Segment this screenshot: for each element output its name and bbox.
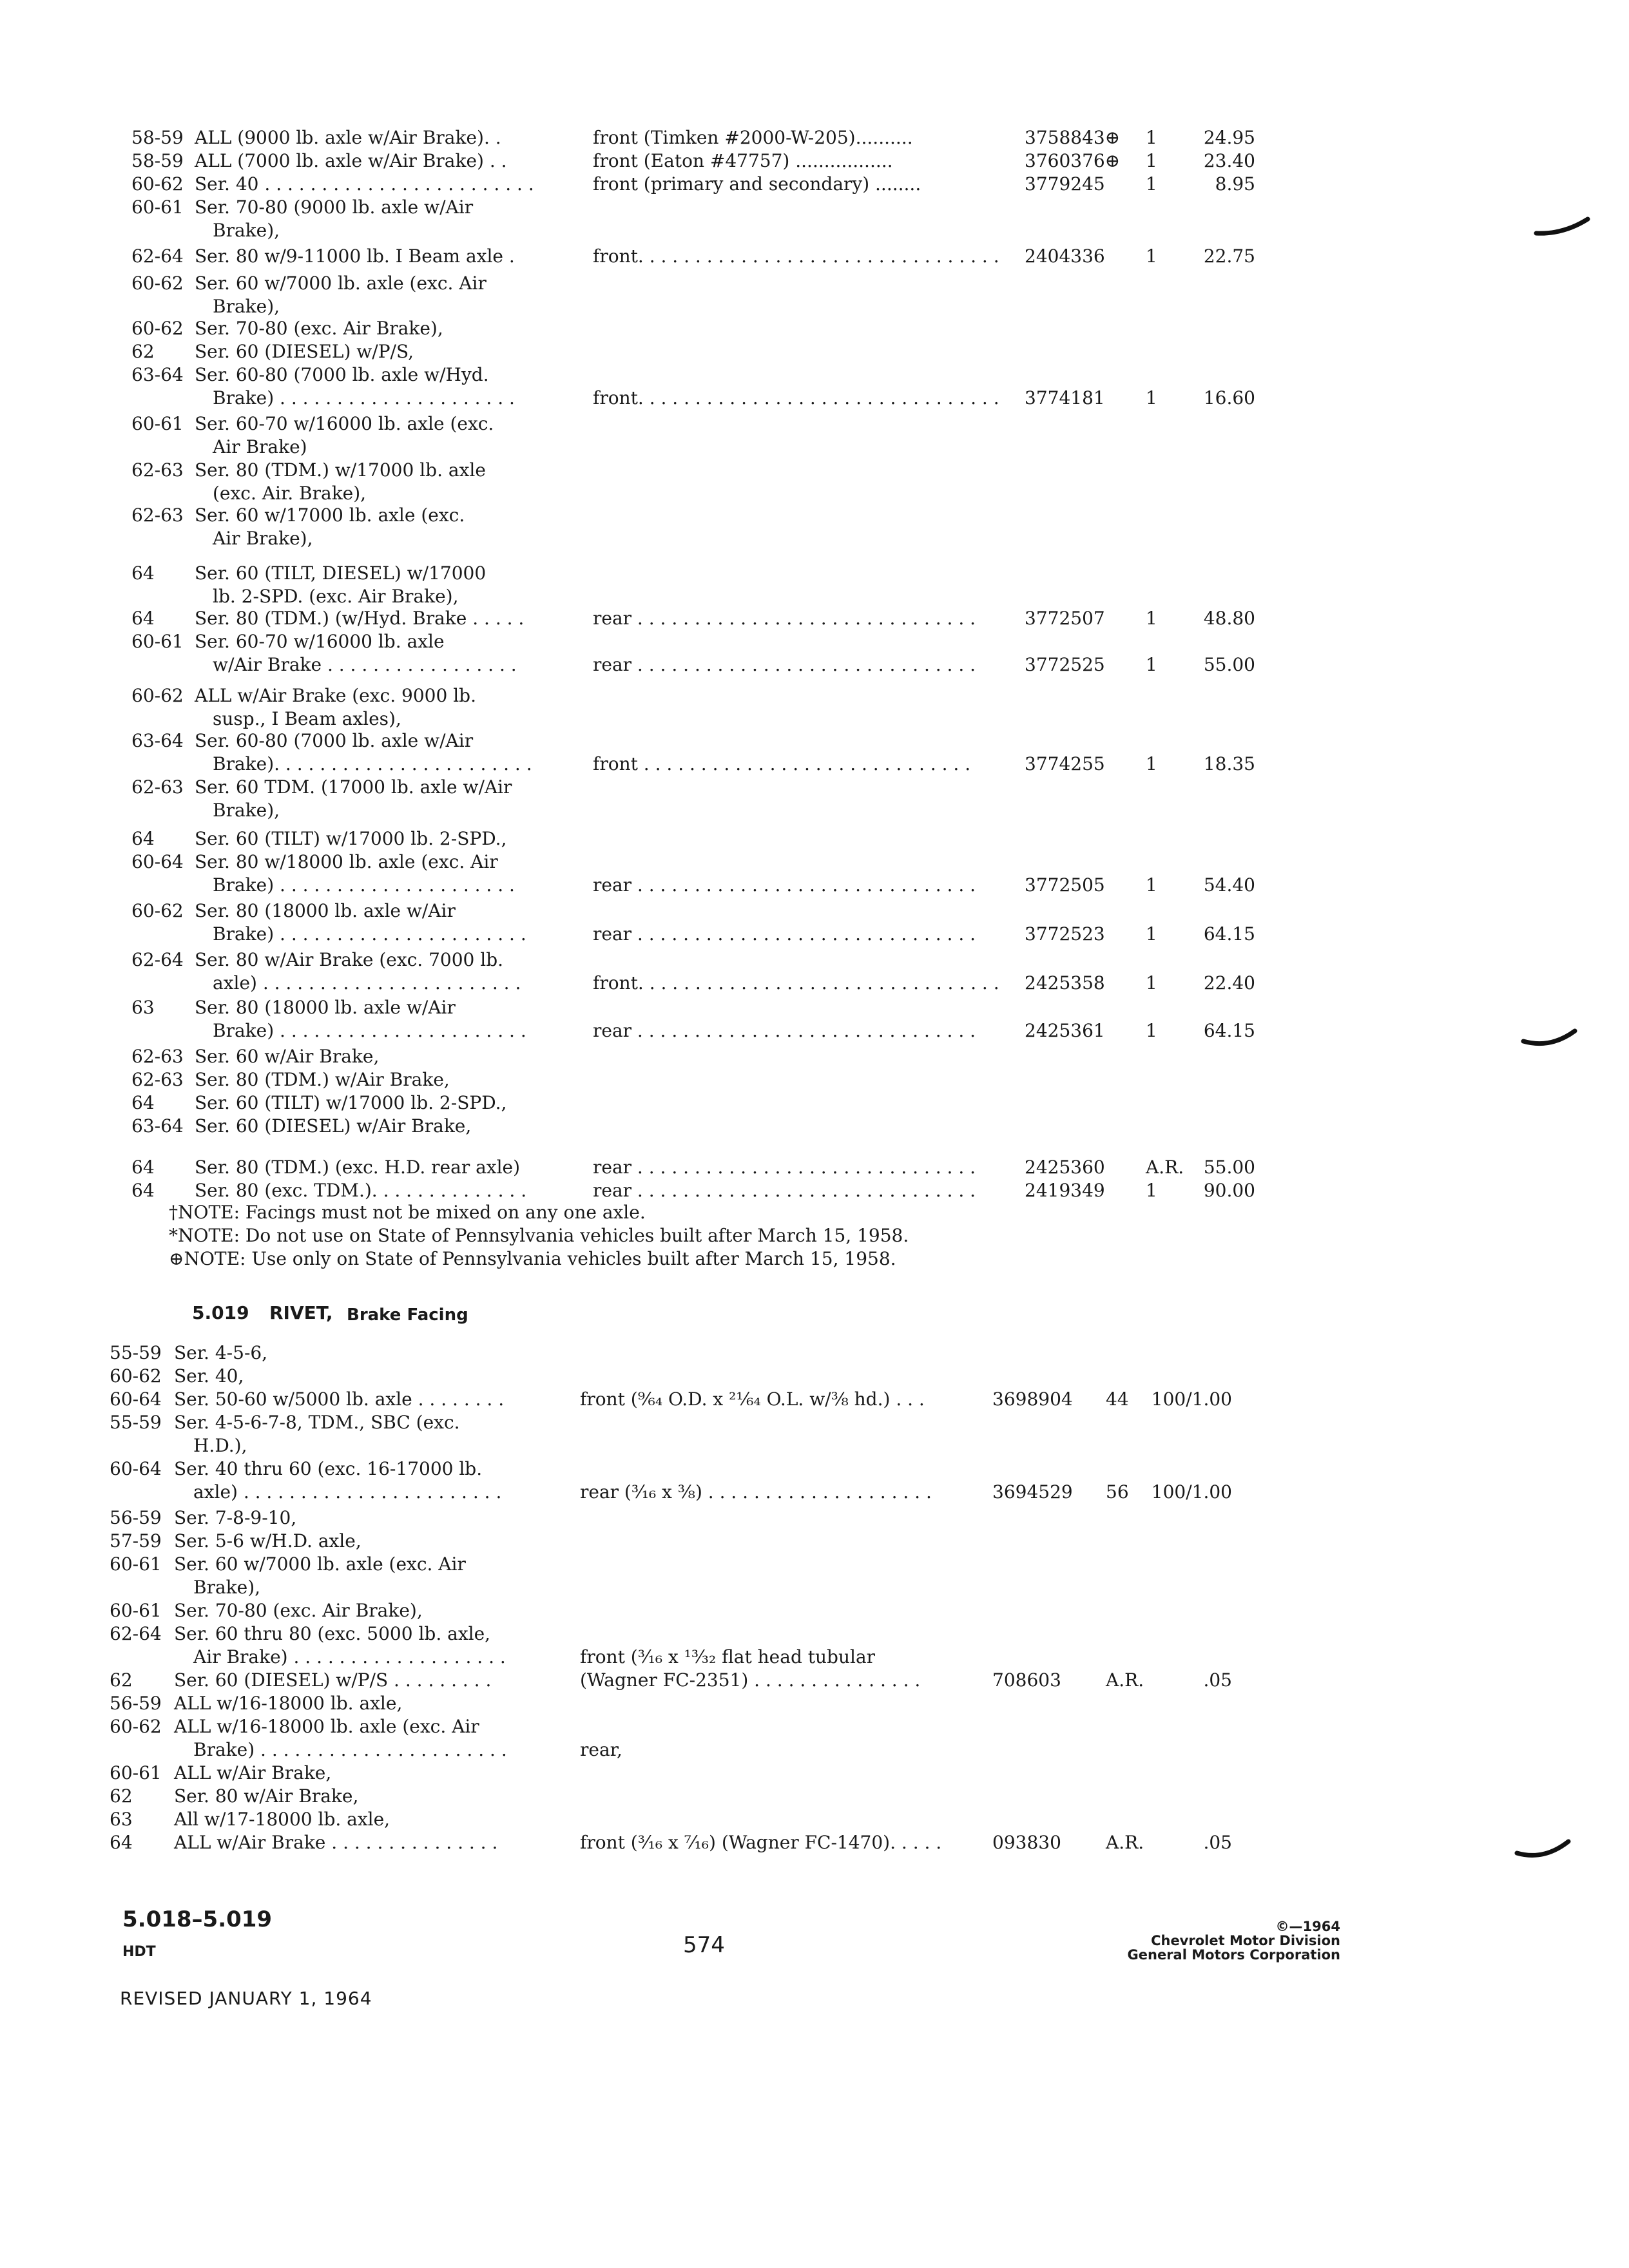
application: All w/17-18000 lb. axle, [174,1809,390,1830]
application-continued: Brake), [193,1577,261,1598]
part-number: 093830 [992,1832,1061,1853]
model-years: 55-59 [110,1412,162,1433]
model-years: 62 [110,1669,133,1691]
quantity: 1 [1146,654,1157,675]
position: rear (³⁄₁₆ x ⅜) . . . . . . . . . . . . . . . . . . . . [580,1481,932,1503]
part-number: 3772505 [1025,874,1105,896]
position: rear . . . . . . . . . . . . . . . . . . . . . . . . . . . . . . [593,1180,976,1201]
application: Ser. 7-8-9-10, [174,1507,297,1528]
note-text: *NOTE: Do not use on State of Pennsylvania vehicles built after March 15, 1958. [169,1225,909,1246]
model-years: 62-63 [131,459,184,481]
application: Ser. 60 thru 80 (exc. 5000 lb. axle, [174,1623,491,1644]
quantity: 1 [1146,753,1157,774]
quantity: 44 [1106,1389,1129,1410]
application: Ser. 50-60 w/5000 lb. axle . . . . . . . . [174,1389,505,1410]
application: ALL w/Air Brake . . . . . . . . . . . . . . . [174,1832,498,1853]
note-text: ⊕NOTE: Use only on State of Pennsylvania vehicles built after March 15, 1958. [169,1248,896,1269]
model-years: 62 [131,341,155,362]
application-continued: susp., I Beam axles), [213,708,401,729]
model-years: 58-59 [131,150,184,171]
list-price: 54.40 [1203,874,1255,896]
quantity: A.R. [1106,1832,1144,1853]
application: Ser. 80 (TDM.) w/17000 lb. axle [195,459,486,481]
model-years: 62-64 [131,245,184,267]
application: Ser. 70-80 (exc. Air Brake), [195,318,443,339]
model-years: 60-62 [131,318,184,339]
application: Ser. 40, [174,1365,244,1387]
application: Ser. 40 . . . . . . . . . . . . . . . . . . . . . . . . [195,173,534,195]
copyright: ©—1964 [1275,1919,1340,1934]
application: Ser. 70-80 (9000 lb. axle w/Air [195,197,474,218]
note-text: †NOTE: Facings must not be mixed on any one axle. [169,1202,646,1223]
quantity: 1 [1146,1180,1157,1201]
application-continued: Brake) . . . . . . . . . . . . . . . . . . . . . [213,874,515,896]
quantity: 1 [1146,972,1157,994]
catalog-code: HDT [122,1944,156,1960]
position: (Wagner FC-2351) . . . . . . . . . . . . . . . [580,1669,921,1691]
application: Ser. 60-70 w/16000 lb. axle (exc. [195,413,494,434]
model-years: 60-61 [131,413,184,434]
application: ALL w/Air Brake (exc. 9000 lb. [195,685,476,706]
quantity: 56 [1106,1481,1129,1503]
model-years: 60-64 [131,851,184,872]
model-years: 60-61 [110,1553,162,1575]
quantity: A.R. [1146,1157,1184,1178]
model-years: 58-59 [131,127,184,148]
application: Ser. 60 (DIESEL) w/P/S . . . . . . . . . [174,1669,492,1691]
model-years: 60-62 [110,1716,162,1737]
model-years: 64 [131,608,155,629]
section-subtitle: Brake Facing [347,1305,468,1325]
part-number: 2425358 [1025,972,1105,994]
quantity: A.R. [1106,1669,1144,1691]
application: Ser. 80 w/Air Brake, [174,1785,359,1807]
model-years: 64 [131,1157,155,1178]
position: front. . . . . . . . . . . . . . . . . . . . . . . . . . . . . . . . [593,387,999,408]
application: Ser. 5-6 w/H.D. axle, [174,1530,361,1552]
application-continued: Brake) . . . . . . . . . . . . . . . . . . . . . . [213,1020,526,1041]
part-number: 3694529 [992,1481,1073,1503]
application: Ser. 60 (DIESEL) w/P/S, [195,341,414,362]
model-years: 60-62 [110,1365,162,1387]
model-years: 62-64 [131,949,184,970]
application: Ser. 60-80 (7000 lb. axle w/Hyd. [195,364,489,385]
section-title: RIVET, [269,1302,333,1323]
model-years: 63-64 [131,1115,184,1137]
application-continued: lb. 2-SPD. (exc. Air Brake), [213,586,459,607]
position: rear . . . . . . . . . . . . . . . . . . . . . . . . . . . . . . [593,654,976,675]
application: Ser. 70-80 (exc. Air Brake), [174,1600,423,1621]
application: Ser. 80 (18000 lb. axle w/Air [195,997,456,1018]
list-price: 90.00 [1203,1180,1255,1201]
part-number: 2404336 [1025,245,1105,267]
model-years: 63 [131,997,155,1018]
binding-mark [1534,213,1592,245]
model-years: 62-63 [131,776,184,798]
application: Ser. 60 (DIESEL) w/Air Brake, [195,1115,472,1137]
application: Ser. 40 thru 60 (exc. 16-17000 lb. [174,1458,483,1479]
application: Ser. 80 (exc. TDM.). . . . . . . . . . . . . . [195,1180,527,1201]
model-years: 62-64 [110,1623,162,1644]
model-years: 56-59 [110,1507,162,1528]
position: rear . . . . . . . . . . . . . . . . . . . . . . . . . . . . . . [593,1157,976,1178]
application: ALL (7000 lb. axle w/Air Brake) . . [195,150,507,171]
model-years: 60-64 [110,1458,162,1479]
section-number: 5.019 [192,1302,249,1323]
revised-date: REVISED JANUARY 1, 1964 [120,1988,372,2009]
position: rear . . . . . . . . . . . . . . . . . . . . . . . . . . . . . . [593,874,976,896]
application-continued: axle) . . . . . . . . . . . . . . . . . . . . . . . [213,972,521,994]
list-price: 100/1.00 [1151,1389,1232,1410]
part-number: 2419349 [1025,1180,1105,1201]
application-continued: Brake), [213,220,280,241]
part-number: 3772507 [1025,608,1105,629]
model-years: 62-63 [131,505,184,526]
part-number: 2425361 [1025,1020,1105,1041]
application-continued: Brake), [213,296,280,317]
model-years: 60-64 [110,1389,162,1410]
position: rear . . . . . . . . . . . . . . . . . . . . . . . . . . . . . . [593,1020,976,1041]
position: front (³⁄₁₆ x ⁷⁄₁₆) (Wagner FC-1470). . . . . [580,1832,942,1853]
application-continued: Air Brake) . . . . . . . . . . . . . . . . . . . [193,1646,506,1667]
application-continued: Air Brake), [213,528,313,549]
position: front (³⁄₁₆ x ¹³⁄₃₂ flat head tubular [580,1646,876,1667]
list-price: .05 [1203,1669,1232,1691]
part-number: 3760376⊕ [1025,150,1121,171]
application: Ser. 4-5-6-7-8, TDM., SBC (exc. [174,1412,460,1433]
application-continued: w/Air Brake . . . . . . . . . . . . . . . . . [213,654,517,675]
binding-mark [1521,1024,1579,1057]
part-number: 3758843⊕ [1025,127,1121,148]
quantity: 1 [1146,173,1157,195]
model-years: 64 [110,1832,133,1853]
list-price: .05 [1203,1832,1232,1853]
application: Ser. 80 (TDM.) (w/Hyd. Brake . . . . . [195,608,525,629]
application: Ser. 60 w/7000 lb. axle (exc. Air [174,1553,466,1575]
binding-mark [1514,1836,1572,1869]
model-years: 60-61 [110,1600,162,1621]
application-continued: Brake) . . . . . . . . . . . . . . . . . . . . . . [193,1739,507,1760]
part-number: 3698904 [992,1389,1073,1410]
position: front (primary and secondary) ........ [593,173,921,195]
model-years: 64 [131,1180,155,1201]
application: ALL w/16-18000 lb. axle (exc. Air [174,1716,479,1737]
application: Ser. 80 w/9-11000 lb. I Beam axle . [195,245,515,267]
quantity: 1 [1146,127,1157,148]
list-price: 55.00 [1203,654,1255,675]
list-price: 22.75 [1203,245,1255,267]
list-price: 64.15 [1203,1020,1255,1041]
list-price: 18.35 [1203,753,1255,774]
application: Ser. 4-5-6, [174,1342,268,1363]
model-years: 56-59 [110,1693,162,1714]
model-years: 63 [110,1809,133,1830]
list-price: 8.95 [1215,173,1255,195]
application: Ser. 80 (TDM.) w/Air Brake, [195,1069,450,1090]
model-years: 62 [110,1785,133,1807]
position: front (Timken #2000-W-205).......... [593,127,913,148]
application-continued: H.D.), [193,1435,247,1456]
quantity: 1 [1146,923,1157,945]
position: front . . . . . . . . . . . . . . . . . . . . . . . . . . . . . [593,753,971,774]
application-continued: axle) . . . . . . . . . . . . . . . . . . . . . . . [193,1481,502,1503]
application-continued: Brake) . . . . . . . . . . . . . . . . . . . . . [213,387,515,408]
position: front. . . . . . . . . . . . . . . . . . . . . . . . . . . . . . . . [593,245,999,267]
application-continued: Brake). . . . . . . . . . . . . . . . . . . . . . . [213,753,532,774]
application: Ser. 60 (TILT) w/17000 lb. 2-SPD., [195,1092,507,1113]
application: Ser. 80 w/Air Brake (exc. 7000 lb. [195,949,504,970]
list-price: 24.95 [1203,127,1255,148]
quantity: 1 [1146,245,1157,267]
application: ALL w/16-18000 lb. axle, [174,1693,403,1714]
application: ALL (9000 lb. axle w/Air Brake). . [195,127,501,148]
application-continued: Air Brake) [213,436,307,457]
part-number: 2425360 [1025,1157,1105,1178]
model-years: 60-62 [131,900,184,921]
model-years: 55-59 [110,1342,162,1363]
position: front. . . . . . . . . . . . . . . . . . . . . . . . . . . . . . . . [593,972,999,994]
model-years: 62-63 [131,1046,184,1067]
model-years: 60-62 [131,273,184,294]
page-number: 574 [683,1932,725,1958]
application: Ser. 60 w/7000 lb. axle (exc. Air [195,273,487,294]
application: Ser. 60 w/17000 lb. axle (exc. [195,505,465,526]
list-price: 55.00 [1203,1157,1255,1178]
application: Ser. 80 (TDM.) (exc. H.D. rear axle) [195,1157,521,1178]
corporation-name: General Motors Corporation [1127,1947,1340,1963]
group-number: 5.018–5.019 [122,1907,273,1932]
model-years: 60-62 [131,173,184,195]
position: rear, [580,1739,622,1760]
part-number: 708603 [992,1669,1061,1691]
model-years: 62-63 [131,1069,184,1090]
application: ALL w/Air Brake, [174,1762,332,1783]
model-years: 64 [131,1092,155,1113]
quantity: 1 [1146,1020,1157,1041]
position: front (⁹⁄₆₄ O.D. x ²¹⁄₆₄ O.L. w/⅜ hd.) . . . [580,1389,925,1410]
application-continued: Brake) . . . . . . . . . . . . . . . . . . . . . . [213,923,526,945]
model-years: 60-61 [131,631,184,652]
model-years: 63-64 [131,364,184,385]
application: Ser. 60 TDM. (17000 lb. axle w/Air [195,776,512,798]
model-years: 60-62 [131,685,184,706]
model-years: 63-64 [131,730,184,751]
division-name: Chevrolet Motor Division [1151,1933,1340,1948]
part-number: 3779245 [1025,173,1105,195]
position: rear . . . . . . . . . . . . . . . . . . . . . . . . . . . . . . [593,608,976,629]
application: Ser. 80 w/18000 lb. axle (exc. Air [195,851,498,872]
quantity: 1 [1146,387,1157,408]
list-price: 22.40 [1203,972,1255,994]
list-price: 16.60 [1203,387,1255,408]
application-continued: (exc. Air. Brake), [213,483,367,504]
part-number: 3772523 [1025,923,1105,945]
quantity: 1 [1146,874,1157,896]
application: Ser. 60 w/Air Brake, [195,1046,380,1067]
list-price: 64.15 [1203,923,1255,945]
part-number: 3774255 [1025,753,1105,774]
model-years: 60-61 [110,1762,162,1783]
list-price: 100/1.00 [1151,1481,1232,1503]
part-number: 3774181 [1025,387,1105,408]
quantity: 1 [1146,150,1157,171]
application: Ser. 60 (TILT) w/17000 lb. 2-SPD., [195,828,507,849]
list-price: 23.40 [1203,150,1255,171]
application: Ser. 60 (TILT, DIESEL) w/17000 [195,562,487,584]
model-years: 64 [131,562,155,584]
model-years: 64 [131,828,155,849]
model-years: 57-59 [110,1530,162,1552]
application: Ser. 60-80 (7000 lb. axle w/Air [195,730,474,751]
list-price: 48.80 [1203,608,1255,629]
application-continued: Brake), [213,800,280,821]
application: Ser. 60-70 w/16000 lb. axle [195,631,445,652]
application: Ser. 80 (18000 lb. axle w/Air [195,900,456,921]
part-number: 3772525 [1025,654,1105,675]
model-years: 60-61 [131,197,184,218]
quantity: 1 [1146,608,1157,629]
position: front (Eaton #47757) ................. [593,150,893,171]
position: rear . . . . . . . . . . . . . . . . . . . . . . . . . . . . . . [593,923,976,945]
